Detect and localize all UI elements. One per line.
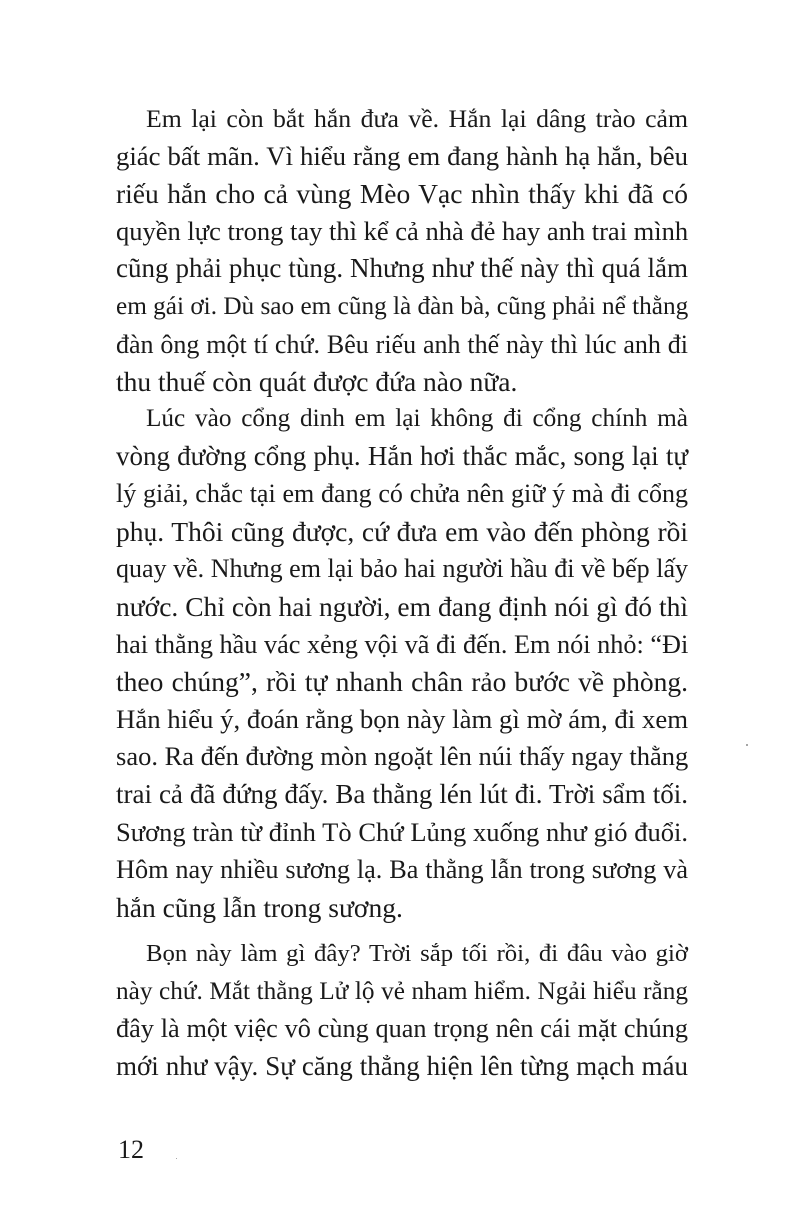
text-line: quyền lực trong tay thì kể cả nhà đẻ hay anh trai mình — [116, 215, 689, 246]
text-line: Em lại còn bắt hắn đưa về. Hắn lại dâng trào cảm — [146, 104, 688, 133]
text-line: trai cả đã đứng đấy. Ba thằng lén lút đi. Trời sẩm tối. — [116, 778, 688, 809]
text-line: này chứ. Mắt thằng Lử lộ vẻ nham hiểm. Ngải hiểu rằng — [116, 976, 688, 1005]
text-line: hắn cũng lẫn trong sương. — [116, 891, 403, 923]
scan-speck — [176, 1158, 177, 1159]
paragraph-3 — [116, 935, 688, 1085]
text-line: cũng phải phục tùng. Nhưng như thế này thì quá lắm — [116, 253, 688, 284]
text-line: Lúc vào cổng dinh em lại không đi cổng chính mà — [146, 404, 688, 432]
text-line: Hôm nay nhiều sương lạ. Ba thằng lẫn trong sương và — [116, 855, 688, 885]
text-line: hai thằng hầu vác xẻng vội vã đi đến. Em nói nhỏ: “Đi — [116, 629, 689, 659]
text-line: sao. Ra đến đường mòn ngoặt lên núi thấy ngay thằng — [116, 741, 689, 772]
text-line: đây là một việc vô cùng quan trọng nên cái mặt chúng — [116, 1014, 688, 1044]
text-line: quay về. Nhưng em lại bảo hai người hầu đi về bếp lấy — [116, 554, 688, 584]
text-line: theo chúng”, rồi tự nhanh chân rảo bước về phòng. — [116, 666, 688, 698]
text-line: riếu hắn cho cả vùng Mèo Vạc nhìn thấy khi đã có — [116, 178, 688, 210]
text-line: phụ. Thôi cũng được, cứ đưa em vào đến phòng rồi — [116, 515, 688, 547]
text-line: mới như vậy. Sự căng thẳng hiện lên từng mạch máu — [116, 1050, 688, 1081]
text-line: lý giải, chắc tại em đang có chửa nên giữ ý mà đi cổng — [116, 479, 688, 509]
text-line: giác bất mãn. Vì hiểu rằng em đang hành hạ hắn, bêu — [116, 140, 688, 171]
paragraph-1 — [116, 100, 688, 401]
text-line: Sương tràn từ đỉnh Tò Chứ Lủng xuống như gió đuổi. — [116, 816, 688, 847]
page-number: 12 — [118, 1135, 144, 1164]
text-line: vòng đường cổng phụ. Hắn hơi thắc mắc, song lại tự — [116, 440, 688, 471]
text-line: Bọn này làm gì đây? Trời sắp tối rồi, đi đâu vào giờ — [146, 940, 688, 967]
text-line: thu thuế còn quát được đứa nào nữa. — [116, 366, 518, 398]
text-line: nước. Chỉ còn hai người, em đang định nói gì đó thì — [116, 590, 688, 622]
text-line: Hắn hiểu ý, đoán rằng bọn này làm gì mờ ám, đi xem — [116, 703, 688, 734]
scan-speck — [746, 744, 748, 746]
text-line: đàn ông một tí chứ. Bêu riếu anh thế này thì lúc anh đi — [116, 329, 688, 359]
paragraph-2 — [116, 400, 688, 926]
text-line: em gái ơi. Dù sao em cũng là đàn bà, cũng phải nể thằng — [116, 291, 689, 320]
